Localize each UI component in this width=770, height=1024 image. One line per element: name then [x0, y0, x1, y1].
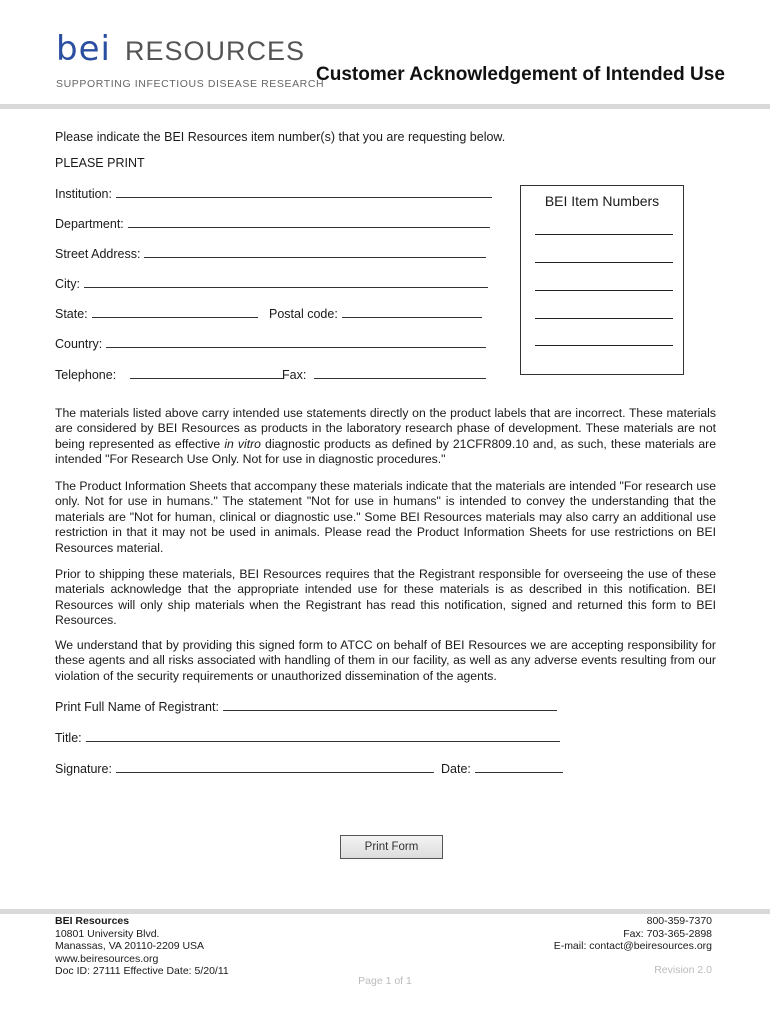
signature-label: Signature:	[55, 762, 112, 776]
department-line[interactable]	[128, 216, 490, 228]
footer-website: www.beiresources.org	[55, 952, 159, 965]
footer-doc-id: Doc ID: 27111 Effective Date: 5/20/11	[55, 965, 229, 978]
telephone-label: Telephone:	[55, 368, 117, 382]
street-address-label: Street Address:	[55, 247, 141, 261]
institution-label: Institution:	[55, 187, 112, 201]
footer-page-number: Page 1 of 1	[358, 975, 412, 987]
city-field[interactable]	[55, 276, 488, 291]
item-number-line[interactable]	[535, 290, 673, 291]
paragraph-shipping: Prior to shipping these materials, BEI Resources requires that the Registrant responsible for overseeing the use of these materials acknowledge that the appropriate intended use for these materials is as described in this notification. BEI Resources will only ship materials when the Registrant has read this notification, signed and returned this form to BEI Resources.	[55, 567, 716, 628]
footer-org: BEI Resources	[55, 915, 130, 927]
street-address-field[interactable]	[55, 246, 486, 261]
department-label: Department:	[55, 217, 124, 231]
paragraph-1-text-a: The materials listed above carry intended use statements directly on the product labels that are incorrect. These materials are considered by BEI Resources as products in the laboratory research phase of development. These materials are not being represented as effective	[55, 406, 716, 451]
country-line[interactable]	[106, 336, 486, 348]
paragraph-product-info: The Product Information Sheets that accompany these materials indicate that the materials are intended "For research use only. Not for use in humans." The statement "Not for use in humans" is intended to convey the understanding that the materials are "Not for human, clinical or diagnostic use." Some BEI Resources materials may also carry an additional use restriction in that it may not be used in animals. Please read the Product Information Sheets for use restrictions on BEI Resources material.	[55, 479, 716, 555]
state-label: State:	[55, 307, 88, 321]
date-field[interactable]	[441, 761, 563, 776]
bei-logo	[56, 26, 305, 69]
intro-text: Please indicate the BEI Resources item number(s) that you are requesting below.	[55, 130, 506, 144]
fax-line[interactable]	[314, 367, 486, 379]
paragraph-1-italic: in vitro	[224, 436, 261, 451]
bei-item-numbers-box	[520, 185, 684, 375]
title-field[interactable]	[55, 730, 560, 745]
postal-code-label: Postal code:	[269, 307, 338, 321]
footer-revision: Revision 2.0	[654, 964, 712, 976]
postal-code-line[interactable]	[342, 306, 482, 318]
street-address-line[interactable]	[144, 246, 486, 258]
print-form-button[interactable]: Print Form	[340, 835, 443, 859]
item-box-title: BEI Item Numbers	[544, 193, 660, 209]
document-title: Customer Acknowledgement of Intended Use	[316, 64, 725, 85]
date-label: Date:	[441, 762, 471, 776]
telephone-field[interactable]	[55, 367, 284, 382]
paragraph-intended-use	[55, 406, 716, 468]
footer-contact-block	[554, 915, 712, 953]
title-line[interactable]	[86, 730, 560, 742]
department-field[interactable]	[55, 216, 490, 231]
registrant-name-label: Print Full Name of Registrant:	[55, 700, 219, 714]
item-number-line[interactable]	[535, 318, 673, 319]
signature-field[interactable]	[55, 761, 434, 776]
header-divider	[0, 104, 770, 109]
footer-address-1: 10801 University Blvd.	[55, 927, 160, 940]
logo-tagline: SUPPORTING INFECTIOUS DISEASE RESEARCH	[56, 78, 325, 90]
print-note: PLEASE PRINT	[55, 156, 145, 170]
date-line[interactable]	[475, 761, 563, 773]
title-label: Title:	[55, 731, 82, 745]
country-field[interactable]	[55, 336, 486, 351]
item-number-line[interactable]	[535, 234, 673, 235]
logo-bei-text: bei	[56, 29, 111, 69]
fax-field[interactable]	[282, 367, 486, 382]
institution-line[interactable]	[116, 186, 492, 198]
registrant-name-field[interactable]	[55, 699, 557, 714]
item-number-line[interactable]	[535, 262, 673, 263]
item-number-line[interactable]	[535, 345, 673, 346]
state-line[interactable]	[92, 306, 258, 318]
paragraph-responsibility: We understand that by providing this signed form to ATCC on behalf of BEI Resources we are accepting responsibility for these agents and all risks associated with handling of them in our facility, as well as any adverse events resulting from our violation of the security requirements or unauthorized dissemination of the agents.	[55, 638, 716, 683]
postal-code-field[interactable]	[269, 306, 482, 321]
footer-phone: 800-359-7370	[646, 915, 712, 927]
city-line[interactable]	[84, 276, 488, 288]
state-field[interactable]	[55, 306, 258, 321]
logo-resources-text: RESOURCES	[124, 36, 305, 66]
city-label: City:	[55, 277, 80, 291]
signature-line[interactable]	[116, 761, 434, 773]
country-label: Country:	[55, 337, 103, 351]
footer-address-2: Manassas, VA 20110-2209 USA	[55, 940, 205, 953]
institution-field[interactable]	[55, 186, 492, 201]
footer-divider	[0, 909, 770, 914]
footer-address-block	[55, 915, 229, 978]
fax-label: Fax:	[282, 368, 307, 382]
telephone-line[interactable]	[130, 367, 284, 379]
registrant-name-line[interactable]	[223, 699, 557, 711]
footer-email: E-mail: contact@beiresources.org	[553, 940, 712, 953]
paragraph-1-text-b: diagnostic products as defined by 21CFR809.10 and, as such, these materials are intended "For Research Use Only. Not for use in diagnostic procedures."	[55, 436, 716, 467]
footer-fax: Fax: 703-365-2898	[623, 927, 712, 940]
